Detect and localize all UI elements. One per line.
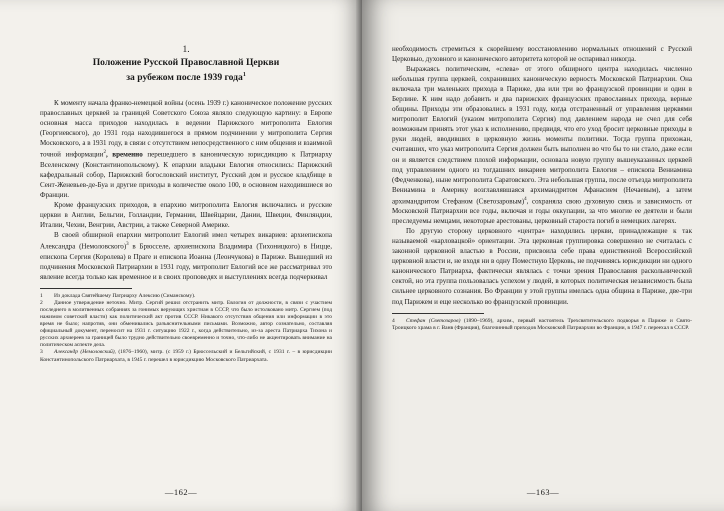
chapter-title-text: за рубежом после 1939 года [126,72,243,84]
footnote-ref-3: 3 [126,242,129,248]
paragraph-4-text-a: Выражаясь политическим, «слева» от этого обширного центра находилась численно небольшая группа церквей, сохранивших каноническую верность Московской Патриархии. Она включала три маленьких прихода в Париже, два или три во французской провинции и один в Берлине. К ним надо добавить и два парижских французских православных прихода, верные общины. Приходы эти образовались в 1931 году, когда отстраненный от управления церквями митрополит Евлогий (указом митрополита Сергия) под давлением народа не счел для себя возможным принять этот указ к исполнению, предвидя, что его уход бросит церковные приходы в руки людей, вводивших в церковную жизнь моменты политики. Тогда группа прихожан, считавших, что указ митрополита Сергия должен быть выполнен во что бы то ни стало, даже если он и является следствием плохой информации, основала новую группу вышеуказанных церквей под управлением одного из тогдашних викариев митрополита Евлогия – епископа Вениамина (Федченкова), ныне митрополита Саратовского. Эта небольшая группа, после отъезда митрополита Вениамина в Америку возглавлявшаяся архимандритом Афанасием (Нечаевым), а затем архимандритом Стефаном (Светозаровым) [392,65,692,206]
right-page [362,0,724,511]
right-text-block [392,44,692,332]
footnote-3-name: Александр (Немоловский), [54,349,116,356]
footnote-ref-4: 4 [524,196,527,202]
chapter-number: 1. [182,45,190,55]
chapter-title-line-1: Положение Русской Православной Церкви [92,57,280,68]
paragraph-5: По другую сторону церковного «центра» находились церкви, принадлежащие к так называемой «карловацкой» ориентации. Эта церковная группировка совершенно не считалась с законной церковной властью в России, присвоила себе права единственной Всероссийской церковной власти и, не входя ни в одну Поместную Церковь, не подчиняясь юрисдикции ни одного канонического Патриарха, фактически являлась с точки зрения Православия раскольнической сектой, но эта группа пользовалась успехом у людей, в которых политическая независимость была сильнее церковного сознания. Во Франции у этой группы имелась одна община в Париже, две-три под Парижем и еще несколько во французской провинции. [392,227,692,306]
footnote-2-number: 2 [40,299,43,306]
paragraph-continued: необходимость стремиться к скорейшему восстановлению нормальных отношений с Русской Церковью, духовного и канонического авторитета которой не оспаривал никогда. [392,45,692,64]
footnote-rule [40,288,132,289]
chapter-title-line-2 [40,69,332,84]
paragraph-1-text-a: К моменту начала франко-немецкой войны (осень 1939 г.) каноническое положение русских православных церквей за границей Советского Союза являло следующую картину: в Европе основная масса приходов находилась в ведении Парижского митрополита Евлогия (Георгиевского), до 1931 года находившегося в прямом подчинении у митрополита Сергия Московского, а в 1931 году, в связи с отсутствием непосредственного с ним общения и взаимной точной информации [40,99,332,159]
footnote-3-text: (1876–1960), митр. (с 1959 г.) Брюссельский и Бельгийский, с 1931 г. – в юрисдикции Константинопольского Патриархата, в 1945 г. перешел в юрисдикцию Московского Патриархата. [40,349,332,363]
paragraph-1 [40,98,332,200]
footnote-ref-1: 1 [242,72,246,78]
footnote-4-text: (1890–1969), архим., первый настоятель Трехсвятительского подворья в Париже и Свято-Троицкого храма в г. Ванв (Франция), благочинный приходов Московской Патриархии во Франции, в 1947 г. переехал в СССР. [392,317,692,331]
paragraph-4-text-b: , сохраняла свою духовную связь и зависимость от Московской Патриархии все годы, включая и годы оккупации, за что многие ее деятели и были преследуемы немцами, некоторые арестованы, церковный староста погиб в немецких лагерях. [392,197,692,226]
footnote-4-number: 4 [392,317,395,324]
footnote-rule-right [392,313,484,314]
paragraph-3-text-a: В своей обширной епархии митрополит Евлогий имел четырех викариев: архиепископа Александра (Немоловского) [40,231,332,251]
page-number-right: —163— [526,487,560,497]
footnote-1-text: Из доклада Святейшему Патриарху Алексию (Симанскому). [54,292,196,299]
footnote-2 [40,300,332,350]
footnote-4 [392,318,692,332]
footnote-3 [40,349,332,363]
paragraph-1-bold: , временно [105,150,143,159]
footnote-3-number: 3 [40,349,43,356]
footnote-2-text: Данное утверждение неточно. Митр. Сергий решил отстранить митр. Евлогия от должности, в связи с участием последнего в молитвенных собраниях за гонимых верующих христиан в СССР, что было истолковано митр. Сергием (под нажимом советской власти) как политический акт против СССР. Никакого отсутствия общения или информации в это время не было; напротив, они обменивались разъяснительными письмами. Возможно, автор сознательно, составляя официальный документ, переносит на 1931 г. ситуацию 1922 г., когда действительно, из-за ареста Патриарха Тихона и русских архиереев за границей было трудно действительно своевременно и точно, что-либо не акцентировать внимание на политическом аспекте дела. [40,299,332,349]
paragraph-4 [392,64,692,226]
page-number-left: —162— [164,487,198,497]
paragraph-1-text-b: перешедшего в каноническую юрисдикцию к Патриарху Вселенскому (Константинопольскому). К епархии владыки Евлогия относились: Парижский кафедральный собор, Парижский богословский институт, Русский дом и русское кладбище в Сент-Женевьев-де-Буа и другие приходы в количестве около 100, в основном находившиеся во Франции. [40,150,332,199]
footnote-ref-2: 2 [103,150,106,156]
left-text-block [40,44,332,364]
footnote-1 [40,293,332,300]
paragraph-2: Кроме французских приходов, в епархию митрополита Евлогия включались и русские церкви в Англии, Бельгии, Голландии, Германии, Швейцарии, Дании, Швеции, Финляндии, Италии, Чехии, Венгрии, Австрии, а также Северной Америке. [40,201,332,230]
footnote-1-number: 1 [40,292,43,299]
footnote-4-name: Стефан (Светозаров) [406,317,461,324]
paragraph-3 [40,230,332,282]
paragraph-3-text-b: в Брюсселе, архиепископа Владимира (Тихоницкого) в Ницце, епископа Сергия (Королева) в Праге и епископа Иоанна (Леончукова) в Париже. Вышедший из подчинения Московской Патриархии в 1931 году, митрополит Евлогий все же рассматривал это явление всегда только как временное и в своих проповедях и выступлениях всегда подчеркивал [40,242,332,281]
